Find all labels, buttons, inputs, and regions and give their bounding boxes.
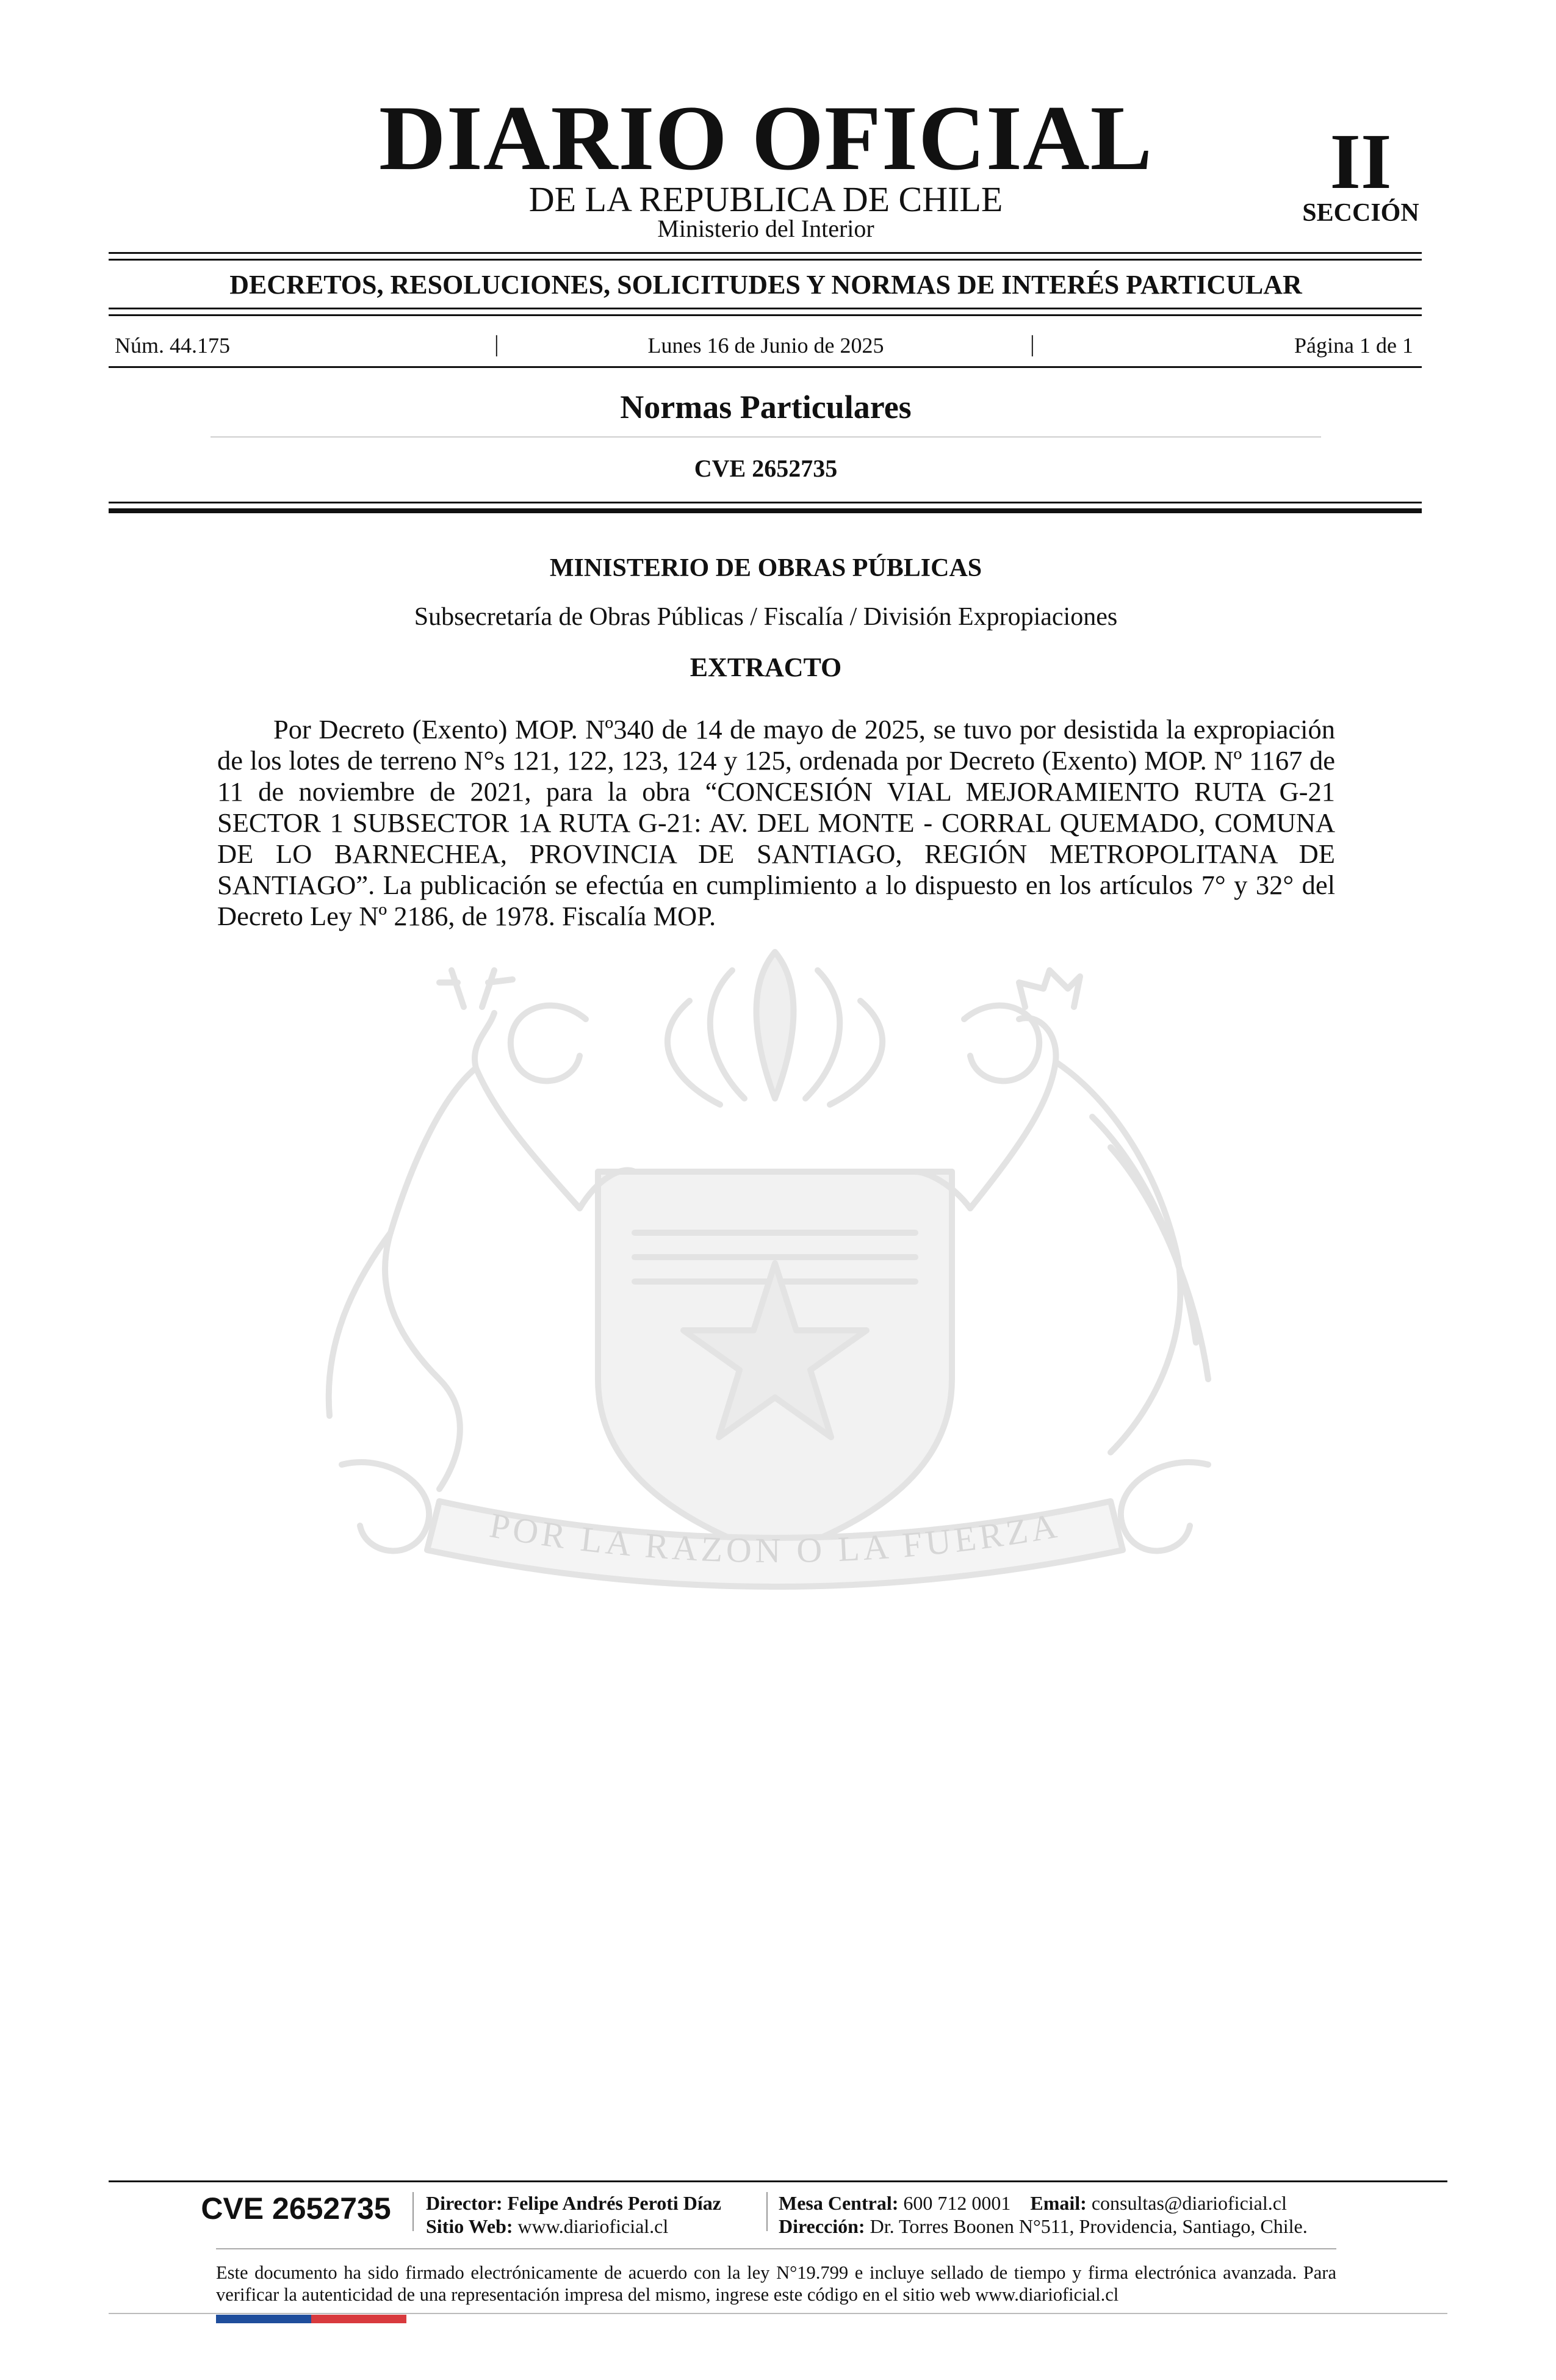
email-label: Email: <box>1030 2192 1087 2214</box>
issue-separator: | <box>1030 331 1035 357</box>
issue-separator: | <box>494 331 499 357</box>
footer-divider <box>766 2192 768 2231</box>
header-rule <box>109 259 1422 261</box>
mesa-label: Mesa Central: <box>779 2192 899 2214</box>
issue-rule <box>109 366 1422 368</box>
category-rule <box>109 314 1422 316</box>
category-rule <box>109 308 1422 309</box>
header-rule <box>109 252 1422 254</box>
extracto-heading: EXTRACTO <box>690 652 842 682</box>
footer-website <box>426 2216 668 2236</box>
section-label: SECCIÓN <box>1302 199 1419 227</box>
body-paragraph: Por Decreto (Exento) MOP. Nº340 de 14 de mayo de 2025, se tuvo por desistida la expropiación de los lotes de terreno N°s 121, 122, 123, 124 y 125, ordenada por Decreto (Exento) MOP. Nº 1167 de 11 de noviembre de 2021, para la obra “CONCESIÓN VIAL MEJORAMIENTO RUTA G-21 SECTOR 1 SUBSECTOR 1A RUTA G-21: AV. DEL MONTE - CORRAL QUEMADO, COMUNA DE LO BARNECHEA, PROVINCIA DE SANTIAGO, REGIÓN METROPOLITANA DE SANTIAGO”. La publicación se efectúa en cumplimiento a lo dispuesto en los artículos 7° y 32° del Decreto Ley Nº 2186, de 1978. Fiscalía MOP. <box>217 714 1335 931</box>
section-number: II <box>1330 118 1392 206</box>
website-link[interactable]: www.diarioficial.cl <box>517 2215 669 2237</box>
footer-rule <box>109 2180 1447 2182</box>
cve-rule <box>109 508 1422 513</box>
mesa-phone: 600 712 0001 <box>903 2192 1011 2214</box>
masthead-subtitle: DE LA REPUBLICA DE CHILE <box>528 179 1003 219</box>
issue-page: Página 1 de 1 <box>1294 333 1413 358</box>
flag-stripe-red <box>311 2315 406 2323</box>
footer-director <box>426 2193 721 2213</box>
footer-bottom-rule <box>109 2313 1447 2314</box>
masthead-ministry: Ministerio del Interior <box>657 215 874 242</box>
cve-heading: CVE 2652735 <box>694 455 838 482</box>
coat-of-arms-icon <box>207 915 1342 1678</box>
masthead-title: DIARIO OFICIAL <box>378 87 1153 189</box>
email-link[interactable]: consultas@diarioficial.cl <box>1091 2192 1287 2214</box>
issue-date: Lunes 16 de Junio de 2025 <box>647 333 884 358</box>
norms-rule <box>211 436 1321 438</box>
category-heading: DECRETOS, RESOLUCIONES, SOLICITUDES Y NORMAS DE INTERÉS PARTICULAR <box>229 270 1302 300</box>
address-value: Dr. Torres Boonen N°511, Providencia, Santiago, Chile. <box>870 2215 1308 2237</box>
director-label: Director: <box>426 2192 503 2214</box>
cve-rule <box>109 502 1422 503</box>
footer-contact <box>779 2193 1287 2213</box>
footer-cve: CVE 2652735 <box>201 2191 391 2226</box>
address-label: Dirección: <box>779 2215 865 2237</box>
footer-legal-notice: Este documento ha sido firmado electrónicamente de acuerdo con la ley N°19.799 e incluye sellado de tiempo y firma electrónica avanzada. Para verificar la autenticidad de una representación impresa del mismo, ingrese este código en el sitio web www.diarioficial.cl <box>216 2262 1336 2305</box>
director-name: Felipe Andrés Peroti Díaz <box>507 2192 721 2214</box>
footer-legal-rule <box>216 2248 1336 2249</box>
subsecretaria-line: Subsecretaría de Obras Públicas / Fiscalía / División Expropiaciones <box>414 603 1118 631</box>
ministry-heading: MINISTERIO DE OBRAS PÚBLICAS <box>549 554 982 582</box>
watermark-motto: POR LA RAZON O LA FUERZA <box>486 1505 1064 1571</box>
norms-heading: Normas Particulares <box>620 389 912 425</box>
flag-stripe-blue <box>216 2315 311 2323</box>
footer-divider <box>412 2192 414 2231</box>
footer-address <box>779 2216 1308 2236</box>
website-label: Sitio Web: <box>426 2215 513 2237</box>
issue-number: Núm. 44.175 <box>115 333 230 358</box>
